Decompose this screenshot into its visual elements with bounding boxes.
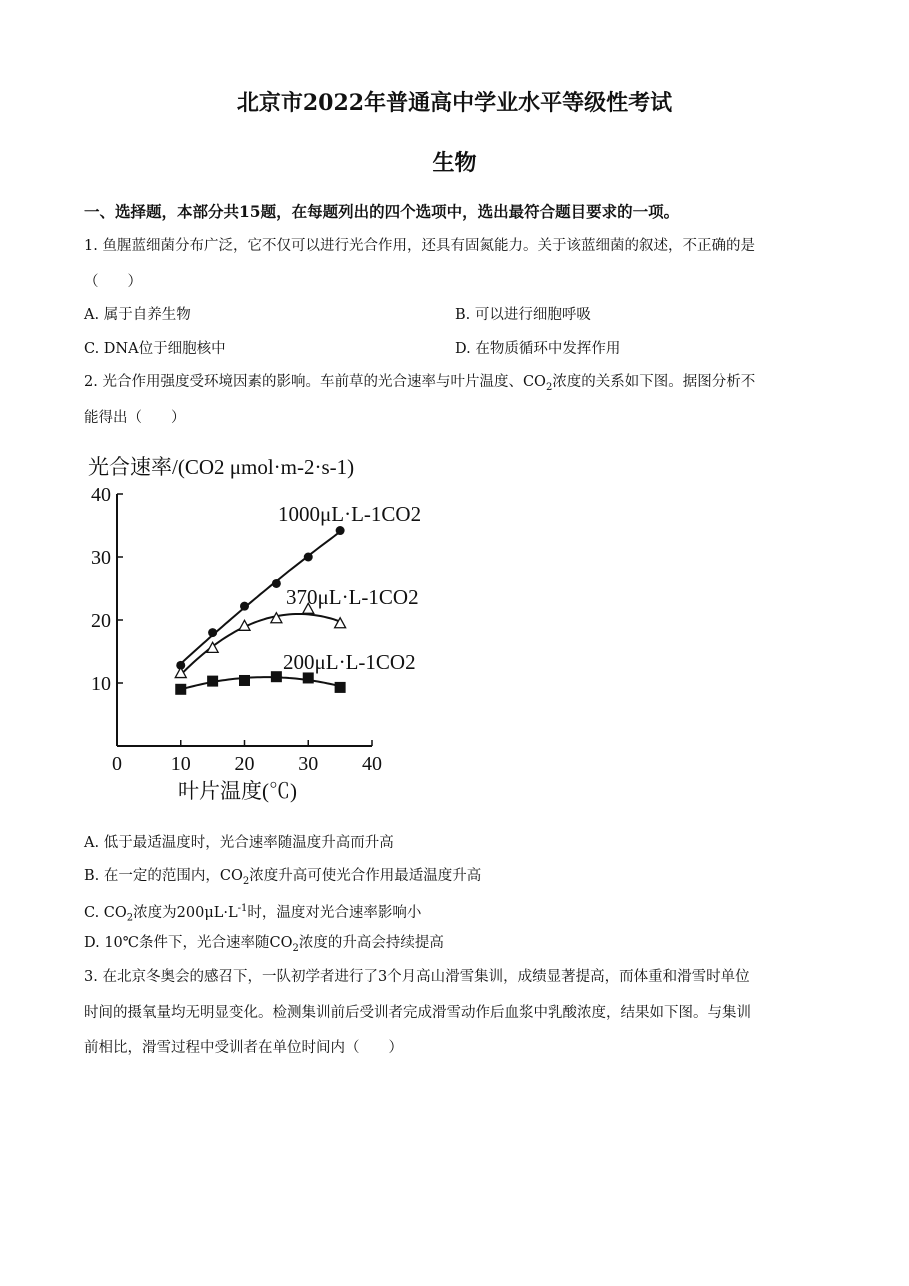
- y-tick-label: 30: [91, 547, 111, 569]
- q3-line2: 时间的摄氧量均无明显变化。检测集训前后受训者完成滑雪动作后血浆中乳酸浓度，结果如下图。与集训: [84, 1005, 751, 1021]
- data-point-square: [335, 682, 346, 693]
- q2-option-d: D. 10℃条件下，光合速率随$CO_2$浓度的升高会持续提高: [84, 935, 444, 954]
- data-point-square: [271, 671, 282, 682]
- data-point-square: [303, 672, 314, 683]
- series-label: 1000μL·L-1CO2: [278, 502, 422, 526]
- q1-stem-line2: （ ）: [84, 274, 142, 290]
- photosynthesis-chart: [80, 440, 440, 810]
- subject-title: 生物: [432, 150, 477, 176]
- data-point-square: [207, 676, 218, 687]
- data-point-circle: [336, 526, 345, 535]
- chart-ylabel: 光合速率/(CO2 μmol·m-2·s-1): [88, 455, 355, 479]
- q3-line3: 前相比，滑雪过程中受训者在单位时间内（ ）: [84, 1040, 403, 1056]
- q2-stem-line1: 2. 光合作用强度受环境因素的影响。车前草的光合速率与叶片温度、$CO_2$浓度的关系如下图。据图分析不: [84, 374, 756, 393]
- data-point-circle: [304, 553, 313, 562]
- x-tick-label: 0: [112, 753, 122, 775]
- series-curve: [181, 677, 340, 689]
- q2-option-c: C. $CO_2$浓度为$200\mu L\cdot L^{-1}$时，温度对光合速率影响小: [84, 903, 422, 924]
- y-tick-label: 10: [91, 673, 111, 695]
- q1-option-d: D. 在物质循环中发挥作用: [455, 341, 621, 357]
- q2-option-b: B. 在一定的范围内，$CO_2$浓度升高可使光合作用最适温度升高: [84, 868, 482, 887]
- x-tick-label: 30: [298, 753, 319, 775]
- q3-line1: 3. 在北京冬奥会的感召下，一队初学者进行了3个月高山滑雪集训，成绩显著提高，而体重和滑雪时单位: [84, 969, 750, 985]
- x-tick-label: 20: [234, 753, 255, 775]
- y-tick-label: 40: [91, 484, 111, 506]
- y-tick-label: 20: [91, 610, 111, 632]
- data-point-circle: [208, 628, 217, 637]
- q1-option-b: B. 可以进行细胞呼吸: [455, 307, 591, 323]
- q1-option-a: A. 属于自养生物: [84, 307, 191, 323]
- x-tick-label: 10: [170, 753, 191, 775]
- data-point-circle: [272, 579, 281, 588]
- q1-stem-line1: 1. 鱼腥蓝细菌分布广泛，它不仅可以进行光合作用，还具有固氮能力。关于该蓝细菌的叙述，不正确的是: [84, 238, 755, 254]
- data-point-circle: [240, 602, 249, 611]
- data-point-square: [239, 675, 250, 686]
- data-point-triangle: [175, 668, 186, 678]
- q2-stem-line2: 能得出（ ）: [84, 410, 186, 426]
- x-tick-label: 40: [362, 753, 382, 775]
- exam-title: 北京市2022年普通高中学业水平等级性考试: [236, 90, 673, 116]
- q2-option-a: A. 低于最适温度时，光合速率随温度升高而升高: [84, 835, 394, 851]
- section-heading: 一、选择题，本部分共15题，在每题列出的四个选项中，选出最符合题目要求的一项。: [84, 202, 680, 221]
- chart-xlabel: 叶片温度(℃): [178, 779, 297, 803]
- series-label: 370μL·L-1CO2: [286, 585, 419, 609]
- series-label: 200μL·L-1CO2: [283, 650, 416, 674]
- q1-option-c: C. DNA位于细胞核中: [84, 341, 226, 357]
- data-point-square: [175, 684, 186, 695]
